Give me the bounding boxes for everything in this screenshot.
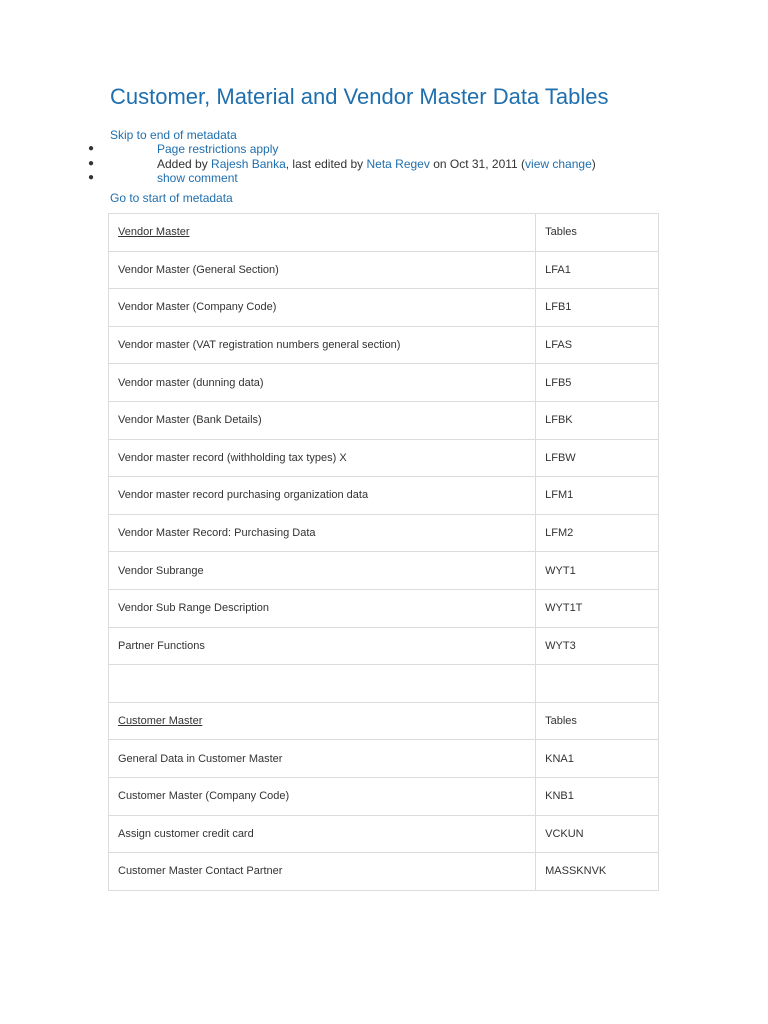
show-comment-link[interactable]: show comment [157, 171, 238, 185]
table-code-label: LFB5 [545, 376, 572, 389]
table-row [109, 589, 659, 627]
master-name-label: Vendor Master (Company Code) [118, 301, 277, 314]
page-title: Customer, Material and Vendor Master Data Tables [110, 84, 609, 109]
cell-master-name [109, 815, 536, 853]
metadata-content [157, 171, 238, 186]
table-code-label: KNB1 [545, 790, 574, 803]
cell-table-code [536, 853, 659, 891]
table-row [109, 326, 659, 364]
master-name-label: Vendor master record purchasing organization data [118, 489, 369, 502]
cell-table-code [536, 702, 659, 740]
table-row [109, 401, 659, 439]
metadata-content [157, 157, 596, 172]
cell-master-name [109, 364, 536, 402]
tables-header-label: Tables [545, 715, 577, 728]
cell-table-code [536, 477, 659, 515]
cell-master-name [109, 289, 536, 327]
cell-table-code [536, 289, 659, 327]
skip-to-end-of-metadata-link[interactable]: Skip to end of metadata [110, 128, 237, 142]
table-row [109, 853, 659, 891]
master-name-label: Customer Master (Company Code) [118, 790, 290, 803]
table-code-label: LFAS [545, 339, 573, 352]
table-row [109, 552, 659, 590]
table-row [109, 364, 659, 402]
master-name-label: Customer Master Contact Partner [118, 865, 283, 878]
table-row [109, 477, 659, 515]
table-row [109, 815, 659, 853]
cell-table-code [536, 627, 659, 665]
master-name-label: Vendor Sub Range Description [118, 602, 270, 615]
cell-table-code [536, 665, 659, 703]
cell-master-name [109, 326, 536, 364]
table-code-label: LFA1 [545, 263, 571, 276]
table-code-label: MASSKNVK [545, 865, 607, 878]
table-row [109, 627, 659, 665]
table-code-label: WYT3 [545, 639, 576, 652]
cell-table-code [536, 401, 659, 439]
table-code-label: LFM2 [545, 527, 574, 540]
cell-master-name [109, 552, 536, 590]
edited-date: on Oct 31, 2011 ( [429, 156, 526, 171]
master-name-label: Vendor Master (Bank Details) [118, 414, 262, 427]
bullet-icon: ● [88, 143, 95, 154]
editor-link[interactable]: Neta Regev [366, 156, 430, 171]
cell-master-name [109, 853, 536, 891]
section-header-label: Customer Master [118, 715, 203, 728]
table-body [109, 214, 659, 891]
master-name-label: Vendor master record (withholding tax types) X [118, 451, 347, 464]
master-name-label: General Data in Customer Master [118, 752, 283, 765]
added-by-label: Added by [157, 156, 212, 171]
master-data-table [108, 213, 659, 891]
view-change-link[interactable]: view change [525, 156, 592, 171]
table-code-label: LFM1 [545, 489, 574, 502]
cell-master-name [109, 514, 536, 552]
cell-table-code [536, 777, 659, 815]
cell-table-code [536, 326, 659, 364]
table-code-label: LFBK [545, 414, 573, 427]
cell-master-name [109, 214, 536, 252]
cell-table-code [536, 589, 659, 627]
cell-table-code [536, 439, 659, 477]
bullet-icon: ● [88, 157, 95, 169]
cell-master-name [109, 702, 536, 740]
cell-master-name [109, 740, 536, 778]
cell-table-code [536, 740, 659, 778]
cell-master-name [109, 589, 536, 627]
cell-master-name [109, 439, 536, 477]
cell-table-code [536, 364, 659, 402]
cell-table-code [536, 514, 659, 552]
table-code-label: WYT1T [545, 602, 583, 615]
cell-master-name [109, 627, 536, 665]
table-row [109, 514, 659, 552]
edited-by-label: , last edited by [285, 156, 367, 171]
master-name-label: Vendor master (dunning data) [118, 376, 264, 389]
tables-header-label: Tables [545, 226, 577, 239]
cell-master-name [109, 401, 536, 439]
cell-master-name [109, 665, 536, 703]
table-code-label: LFBW [545, 451, 576, 464]
close-paren: ) [591, 156, 596, 171]
cell-table-code [536, 214, 659, 252]
cell-table-code [536, 251, 659, 289]
master-name-label: Assign customer credit card [118, 827, 254, 840]
table-row [109, 665, 659, 703]
table-code-label: LFB1 [545, 301, 572, 314]
master-name-label: Vendor Master Record: Purchasing Data [118, 527, 316, 540]
bullet-icon: ● [88, 172, 95, 183]
page-restrictions-link[interactable]: Page restrictions apply [157, 142, 279, 156]
table-row [109, 214, 659, 252]
table-row [109, 251, 659, 289]
go-to-start-of-metadata-link[interactable]: Go to start of metadata [110, 191, 233, 205]
table-row [109, 740, 659, 778]
cell-master-name [109, 777, 536, 815]
master-name-label: Vendor master (VAT registration numbers general section) [118, 339, 401, 352]
table-row [109, 439, 659, 477]
master-name-label: Vendor Master (General Section) [118, 263, 279, 276]
table-row [109, 777, 659, 815]
cell-master-name [109, 251, 536, 289]
table-code-label: WYT1 [545, 564, 576, 577]
section-header-label: Vendor Master [118, 226, 190, 239]
table-row [109, 702, 659, 740]
table-code-label: KNA1 [545, 752, 574, 765]
table-code-label: VCKUN [545, 827, 584, 840]
author-link[interactable]: Rajesh Banka [211, 156, 286, 171]
cell-table-code [536, 552, 659, 590]
metadata-content [157, 142, 278, 157]
master-name-label: Vendor Subrange [118, 564, 204, 577]
master-name-label: Partner Functions [118, 639, 205, 652]
table-row [109, 289, 659, 327]
cell-master-name [109, 477, 536, 515]
cell-table-code [536, 815, 659, 853]
